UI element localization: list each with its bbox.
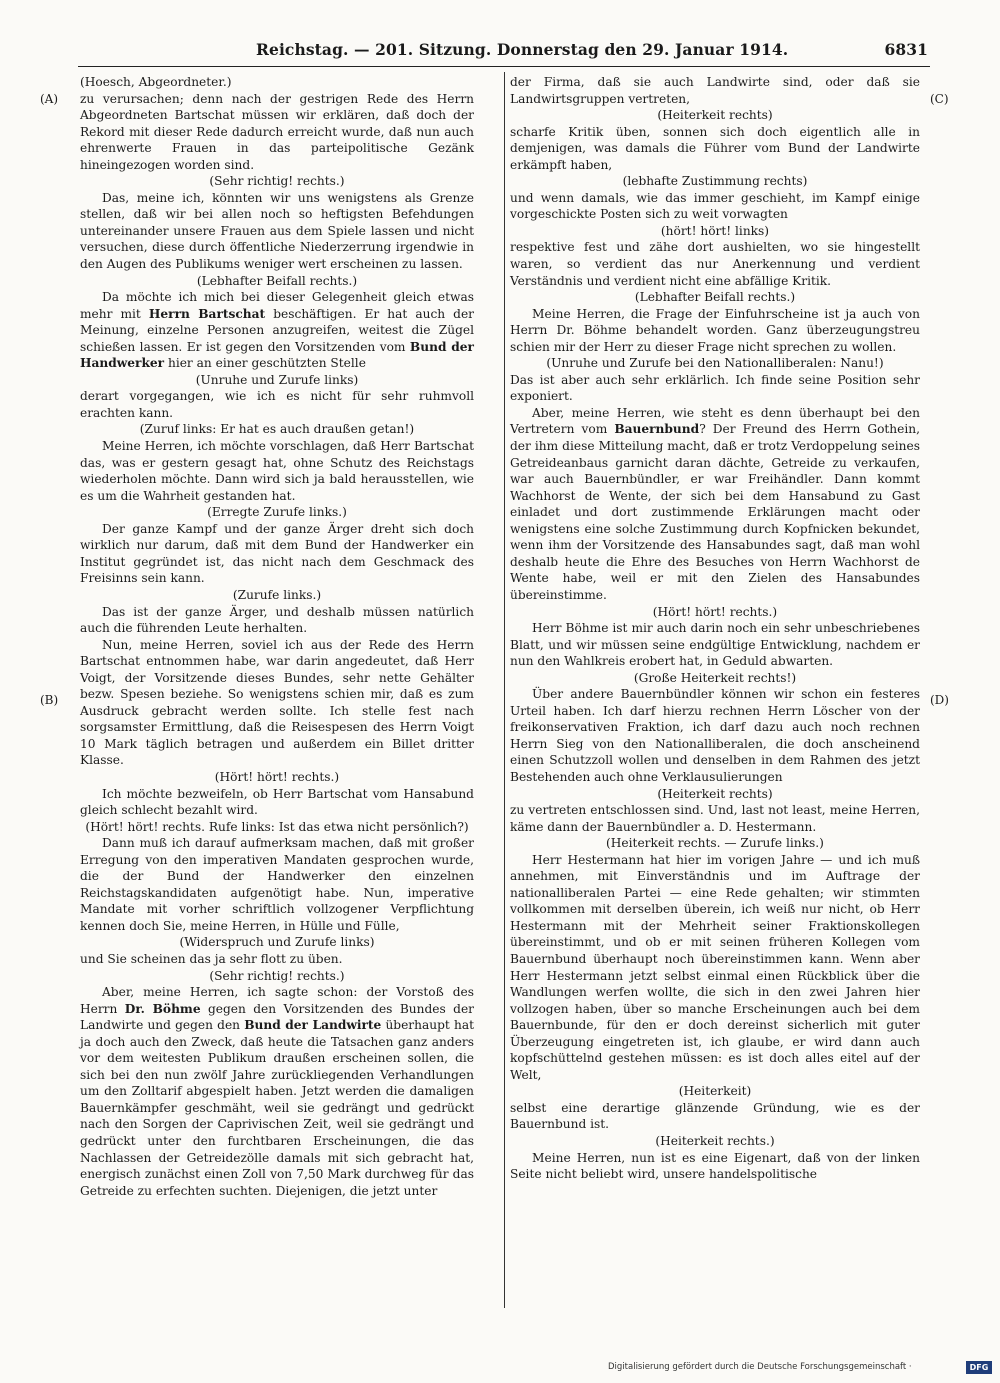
paragraph: Meine Herren, ich möchte vorschlagen, daß Herr Bartschat das, was er gestern gesagt hat, ohne Schutz des Reichstags wiederholen möchte. Dann wird sich ja bald herausstellen, wie es um die Wahrheit gestanden hat.	[80, 439, 474, 503]
emphasis: Dr. Böhme	[124, 1001, 201, 1016]
paragraph: Meine Herren, nun ist es eine Eigenart, daß von der linken Seite nicht beliebt wird, unsere handelspolitische	[510, 1150, 920, 1182]
interjection: (Lebhafter Beifall rechts.)	[634, 290, 796, 305]
interjection: (hört! hört! links)	[660, 223, 770, 238]
paragraph: scharfe Kritik üben, sonnen sich doch eigentlich alle in demjenigen, was damals die Führer vom Bund der Landwirte erkämpft haben,	[510, 124, 920, 172]
interjection: (Sehr richtig! rechts.)	[209, 174, 345, 189]
emphasis: Herrn Bartschat	[148, 306, 266, 321]
emphasis: Bund der Landwirte	[244, 1018, 382, 1033]
column-separator	[504, 72, 505, 1308]
right-column	[510, 74, 920, 1183]
paragraph: derart vorgegangen, wie ich es nicht für sehr ruhmvoll erachten kann.	[80, 389, 474, 420]
paragraph: Der ganze Kampf und der ganze Ärger dreht sich doch wirklich nur darum, daß mit dem Bund der Handwerker ein Institut gegründet ist, das nicht nach dem Geschmack des Freisinns sein kann.	[80, 521, 474, 586]
interjection: (Sehr richtig! rechts.)	[209, 968, 345, 983]
interjection: (Hört! hört! rechts.)	[214, 769, 340, 784]
interjection: (Heiterkeit rechts)	[657, 108, 773, 123]
paragraph: Das ist aber auch sehr erklärlich. Ich finde seine Position sehr exponiert.	[510, 372, 920, 404]
paragraph: Herr Hestermann hat hier im vorigen Jahre — und ich muß annehmen, mit Einverständnis und im Auftrage der nationalliberalen Partei — eine Rede gehalten; wir stimmten vollkommen mit derselben überein, ich weiß nur nicht, ob Herr Hestermann mit der Mehrheit seiner Fraktionskollegen übereinstimmt, und ob er mit seinen früheren Kollegen vom Bauernbund überhaupt noch übereinstimmen kann. Wenn aber Herr Hestermann jetzt selbst einmal einen Rückblick über die Wandlungen werfen wollte, die sich in den zwei Jahren hier vollzogen haben, über so manche Erscheinungen auch bei dem Bauernbunde, für den er doch dereinst sicherlich mit guter Überzeugung eingetreten ist, ich glaube, er wird dann auch kopfschüttelnd gestehen müssen: es ist doch alles eitel auf der Welt,	[510, 852, 920, 1082]
emphasis: Bund der Handwerker	[80, 339, 474, 371]
paragraph: Nun, meine Herren, soviel ich aus der Rede des Herrn Bartschat entnommen habe, war darin angedeutet, daß Herr Voigt, der Vorsitzende dieses Bundes, sehr nette Gehälter bezw. Spesen beziehe. So wenigstens schien mir, daß es zum Ausdruck gebracht werden sollte. Ich stelle fest nach sorgsamster Ermittlung, daß die Reisespesen des Herrn Voigt 10 Mark täglich betragen und außerdem ein Billet dritter Klasse.	[80, 637, 474, 768]
interjection: (Heiterkeit rechts.)	[655, 1134, 775, 1148]
interjection: (Unruhe und Zurufe bei den Nationalliberalen: Nanu!)	[546, 356, 884, 371]
interjection: (Unruhe und Zurufe links)	[195, 372, 359, 387]
paragraph: selbst eine derartige glänzende Gründung, wie es der Bauernbund ist.	[510, 1100, 920, 1132]
paragraph: Über andere Bauernbündler können wir schon ein festeres Urteil haben. Ich darf hierzu rechnen Herrn Löscher von der freikonservativen Fraktion, ich darf dazu auch noch rechnen Herrn Sieg von den Nationalliberalen, die doch anscheinend einen Schutzzoll wollen und denselben in dem Rahmen des jetzt Bestehenden auch ohne Verklausulierungen	[510, 687, 920, 784]
interjection: (Erregte Zurufe links.)	[207, 505, 347, 520]
interjection: (Heiterkeit rechts)	[657, 786, 773, 801]
page-header	[90, 40, 928, 62]
paragraph: Aber, meine Herren, wie steht es denn überhaupt bei den Vertretern vom Bauernbund? Der Freund des Herrn Gothein, der ihm diese Mitteilung macht, daß er trotz Verdoppelung seines Getreideanbaus garnicht daran dächte, Getreide zu verkaufen, war auch Bauernbündler, er war Freihändler. Dann kommt Wachhorst de Wente, der sich bei dem Hansabund zu Gast einladet und dort zustimmende Erklärungen macht oder wenigstens eine solche Zustimmung durch Kopfnicken bekundet, wenn ihm der Vorsitzende des Hansabundes sagt, daß man wohl deshalb heute die Ehre des Besuches von Herrn Wachhorst de Wente habe, weil er mit den Zielen des Hansabundes übereinstimme.	[510, 405, 920, 602]
paragraph: Meine Herren, die Frage der Einfuhrscheine ist ja auch von Herrn Dr. Böhme behandelt worden. Ganz überzeugungstreu schien mir der Herr zu dieser Frage nicht sprechen zu wollen.	[510, 306, 920, 354]
interjection: (Heiterkeit)	[678, 1084, 752, 1099]
dfg-logo-icon: DFG	[966, 1361, 992, 1374]
emphasis: Bauernbund	[614, 422, 700, 437]
interjection: (Große Heiterkeit rechts!)	[633, 670, 797, 685]
paragraph: Ich möchte bezweifeln, ob Herr Bartschat vom Hansabund gleich schlecht bezahlt wird.	[80, 786, 474, 818]
margin-marker-d: (D)	[930, 693, 949, 707]
paragraph: Da möchte ich mich bei dieser Gelegenheit gleich etwas mehr mit Herrn Bartschat beschäftigen. Er hat auch der Meinung, einzelne Personen anzugreifen, weitest die Zügel schießen lassen. Er ist gegen den Vorsitzenden vom Bund der Handwerker hier an einer geschützten Stelle	[80, 290, 474, 371]
paragraph: zu verursachen; denn nach der gestrigen Rede des Herrn Abgeordneten Bartschat müssen wir erklären, daß doch der Rekord mit dieser Rede dadurch erreicht wurde, daß nun auch ehrenwerte Frauen in das parteipolitische Gezänk hineingezogen worden sind.	[80, 91, 474, 172]
paragraph: respektive fest und zähe dort aushielten, wo sie hingestellt waren, so verdient das nur Anerkennung und verdient Verständnis und verdient nicht eine abfällige Kritik.	[510, 240, 920, 288]
paragraph: Dann muß ich darauf aufmerksam machen, daß mit großer Erregung von den imperativen Mandaten gesprochen wurde, die der Bund der Handwerker den einzelnen Reichstagskandidaten aufgenötigt habe. Nun, imperative Mandate mit vorher schriftlich vollzogener Verpflichtung kennen doch Sie, meine Herren, in Hülle und Fülle,	[80, 836, 474, 933]
paragraph: Das, meine ich, könnten wir uns wenigstens als Grenze stellen, daß wir bei allen noch so heftigsten Befehdungen untereinander unsere Frauen aus dem Spiele lassen und nicht versuchen, diese durch öffentliche Niederzerrung irgendwie in den Augen des Publikums weniger wert erscheinen zu lassen.	[80, 190, 474, 272]
paragraph: zu vertreten entschlossen sind. Und, last not least, meine Herren, käme dann der Bauernbündler a. D. Hestermann.	[510, 803, 920, 834]
interjection: (Hört! hört! rechts.)	[652, 604, 778, 619]
margin-marker-c: (C)	[930, 92, 949, 106]
running-title: Reichstag. — 201. Sitzung. Donnerstag den 29. Januar 1914.	[256, 40, 789, 59]
interjection: (Hört! hört! rechts. Rufe links: Ist das etwa nicht persönlich?)	[85, 819, 469, 834]
margin-marker-a: (A)	[40, 92, 59, 106]
paragraph: und wenn damals, wie das immer geschieht, im Kampf einige vorgeschickte Posten sich zu weit vorwagten	[510, 190, 920, 222]
interjection: (lebhafte Zustimmung rechts)	[622, 174, 808, 189]
interjection: (Lebhafter Beifall rechts.)	[196, 273, 358, 288]
digitization-credit: Digitalisierung gefördert durch die Deutsche Forschungsgemeinschaft ·	[608, 1362, 912, 1372]
paragraph: und Sie scheinen das ja sehr flott zu üben.	[80, 951, 343, 966]
page-number: 6831	[884, 40, 928, 59]
interjection: (Zurufe links.)	[232, 587, 322, 602]
paragraph: Das ist der ganze Ärger, und deshalb müssen natürlich auch die führenden Leute herhalten.	[80, 604, 474, 636]
paragraph: Herr Böhme ist mir auch darin noch ein sehr unbeschriebenes Blatt, und wir müssen seine endgültige Entwicklung, nachdem er nun den Wahlkreis erobert hat, in Geduld abwarten.	[510, 621, 920, 669]
interjection: (Widerspruch und Zurufe links)	[179, 935, 375, 950]
interjection: (Zuruf links: Er hat es auch draußen getan!)	[139, 422, 415, 437]
paragraph: der Firma, daß sie auch Landwirte sind, oder daß sie Landwirtsgruppen vertreten,	[510, 75, 920, 106]
paragraph: Aber, meine Herren, ich sagte schon: der Vorstoß des Herrn Dr. Böhme gegen den Vorsitzenden des Bundes der Landwirte und gegen den Bund der Landwirte überhaupt hat ja doch auch den Zweck, daß heute die Tatsachen ganz anders vor dem weitesten Publikum draußen erscheinen sollen, die sich bei den nun zwölf Jahre zurückliegenden Verhandlungen um den Zolltarif abgespielt haben. Jetzt werden die damaligen Bauernkämpfer geschmäht, weil sie gedrängt und gedrückt nach den Sorgen der Caprivischen Zeit, weil sie gedrängt und gedrückt unter den furchtbaren Erscheinungen, die das Nachlassen der Getreidezölle damals mit sich gebracht hat, energisch zunächst einen Zoll von 7,50 Mark durchweg für das Getreide zu erfechten suchten. Diejenigen, die jetzt unter	[80, 985, 475, 1198]
speaker-label: (Hoesch, Abgeordneter.)	[80, 75, 232, 89]
interjection: (Heiterkeit rechts. — Zurufe links.)	[606, 836, 824, 851]
left-column	[80, 74, 474, 1199]
margin-marker-b: (B)	[40, 693, 59, 707]
header-rule	[78, 66, 930, 67]
